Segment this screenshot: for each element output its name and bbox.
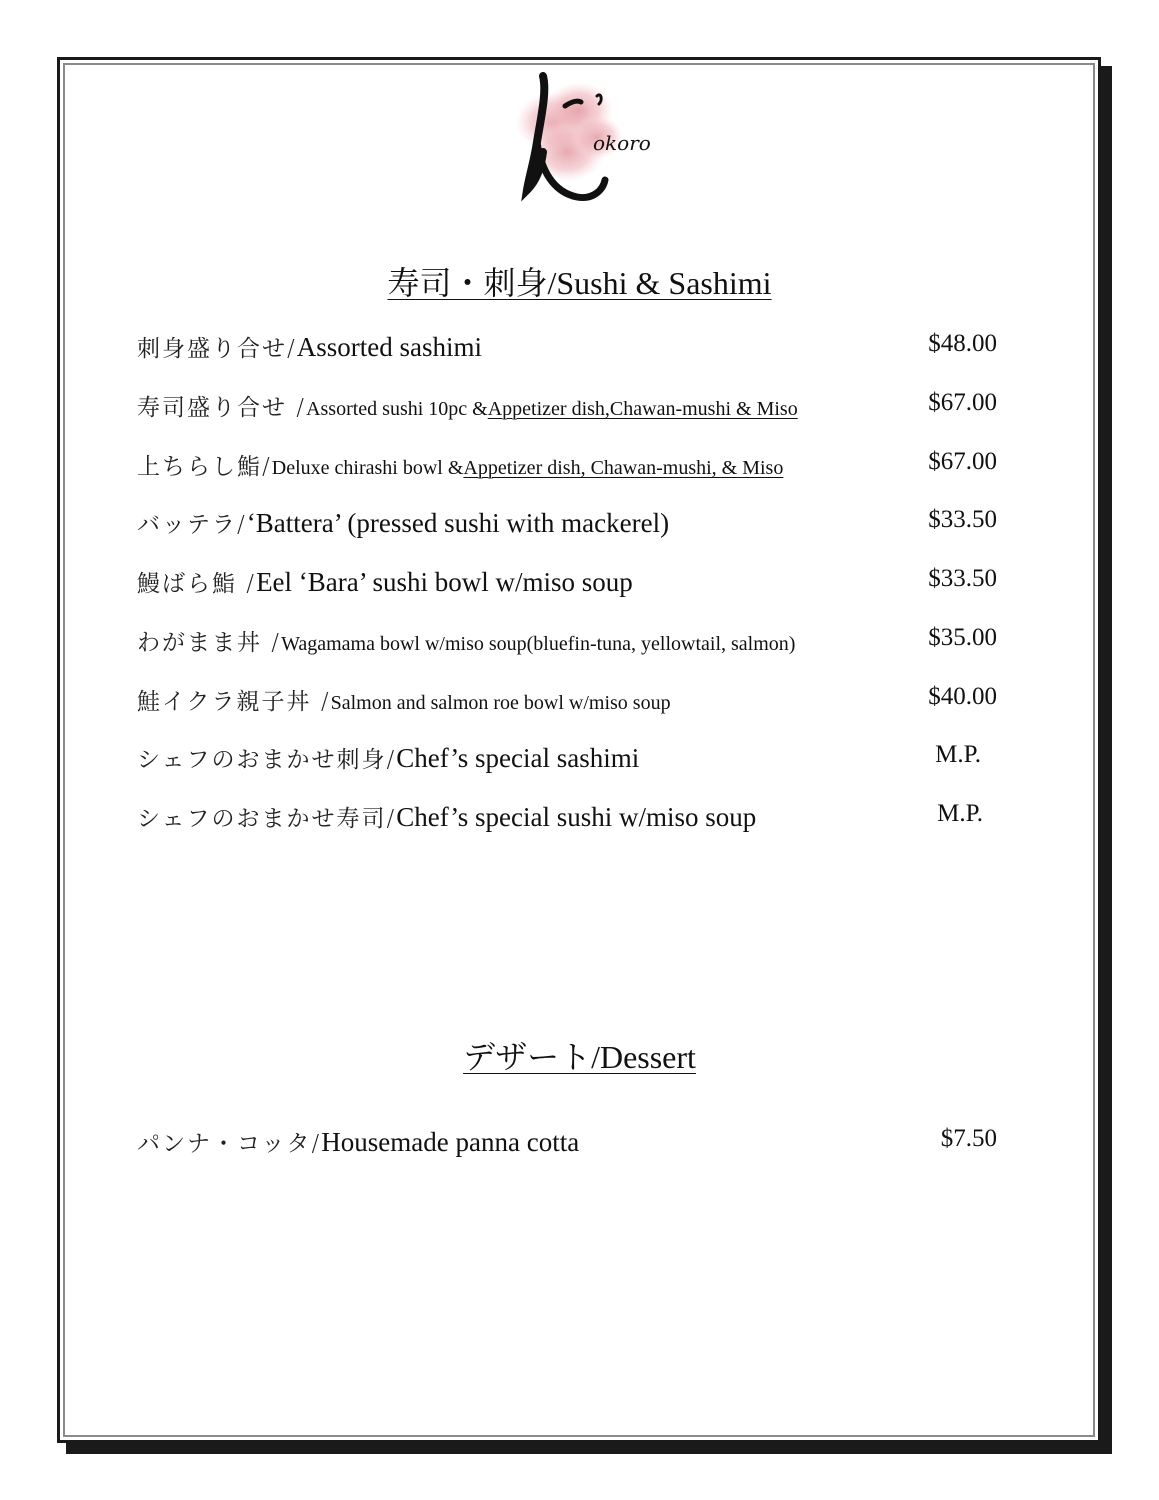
- item-ja-name: 鰻ばら鮨 /: [137, 571, 257, 597]
- item-en-name: Chef’s special sushi w/miso soup: [396, 802, 757, 832]
- item-price: $33.50: [928, 506, 997, 533]
- item-en-extra: Appetizer dish, Chawan-mushi, & Miso: [463, 457, 784, 479]
- item-ja-name: パンナ・コッタ/: [137, 1131, 322, 1157]
- item-ja-name: わがまま丼 /: [137, 630, 282, 656]
- item-price: $48.00: [928, 330, 997, 357]
- menu-item: [137, 683, 997, 723]
- item-en-name: Chef’s special sashimi: [396, 743, 640, 773]
- dessert-section-title: デザート/Dessert: [463, 1039, 696, 1075]
- item-price: $35.00: [928, 624, 997, 651]
- item-ja-name: 寿司盛り合せ /: [137, 395, 307, 421]
- item-en-name: Deluxe chirashi bowl &: [271, 457, 464, 479]
- menu-item: [137, 800, 997, 840]
- item-en-name: Assorted sashimi: [296, 332, 482, 362]
- sushi-section-title: 寿司・刺身/Sushi & Sashimi: [387, 265, 772, 301]
- menu-item: [137, 506, 997, 546]
- item-en-name: Eel ‘Bara’ sushi bowl w/miso soup: [256, 567, 633, 597]
- menu-item: [137, 389, 997, 429]
- kokoro-brush-logo-icon: [507, 72, 657, 207]
- item-en-name: Salmon and salmon roe bowl w/miso soup: [330, 692, 671, 714]
- item-en-name: Wagamama bowl w/miso soup(bluefin-tuna, yellowtail, salmon): [281, 633, 796, 655]
- item-price: $67.00: [928, 448, 997, 475]
- item-price: M.P.: [937, 800, 983, 827]
- item-price: $33.50: [928, 565, 997, 592]
- item-en-name: ‘Battera’ (pressed sushi with mackerel): [246, 508, 670, 538]
- item-en-extra: Appetizer dish,Chawan-mushi & Miso: [487, 398, 798, 420]
- menu-item: [137, 330, 997, 370]
- item-ja-name: 刺身盛り合せ/: [137, 336, 297, 362]
- menu-item: [137, 565, 997, 605]
- item-price: $67.00: [928, 389, 997, 416]
- item-ja-name: バッテラ/: [137, 512, 247, 538]
- menu-item: [137, 448, 997, 488]
- dessert-item: [137, 1125, 997, 1165]
- menu-item: [137, 624, 997, 664]
- item-ja-name: シェフのおまかせ寿司/: [137, 806, 397, 832]
- item-en-name: Assorted sushi 10pc &: [306, 398, 488, 420]
- item-price: $7.50: [940, 1125, 997, 1152]
- item-ja-name: シェフのおまかせ刺身/: [137, 747, 397, 773]
- item-en-name: Housemade panna cotta: [321, 1127, 580, 1157]
- item-ja-name: 上ちらし鮨/: [137, 454, 272, 480]
- item-price: M.P.: [935, 741, 981, 768]
- item-price: $40.00: [928, 683, 997, 710]
- menu-item: [137, 741, 997, 781]
- logo-text: okoro: [593, 131, 651, 155]
- item-ja-name: 鮭イクラ親子丼 /: [137, 689, 331, 715]
